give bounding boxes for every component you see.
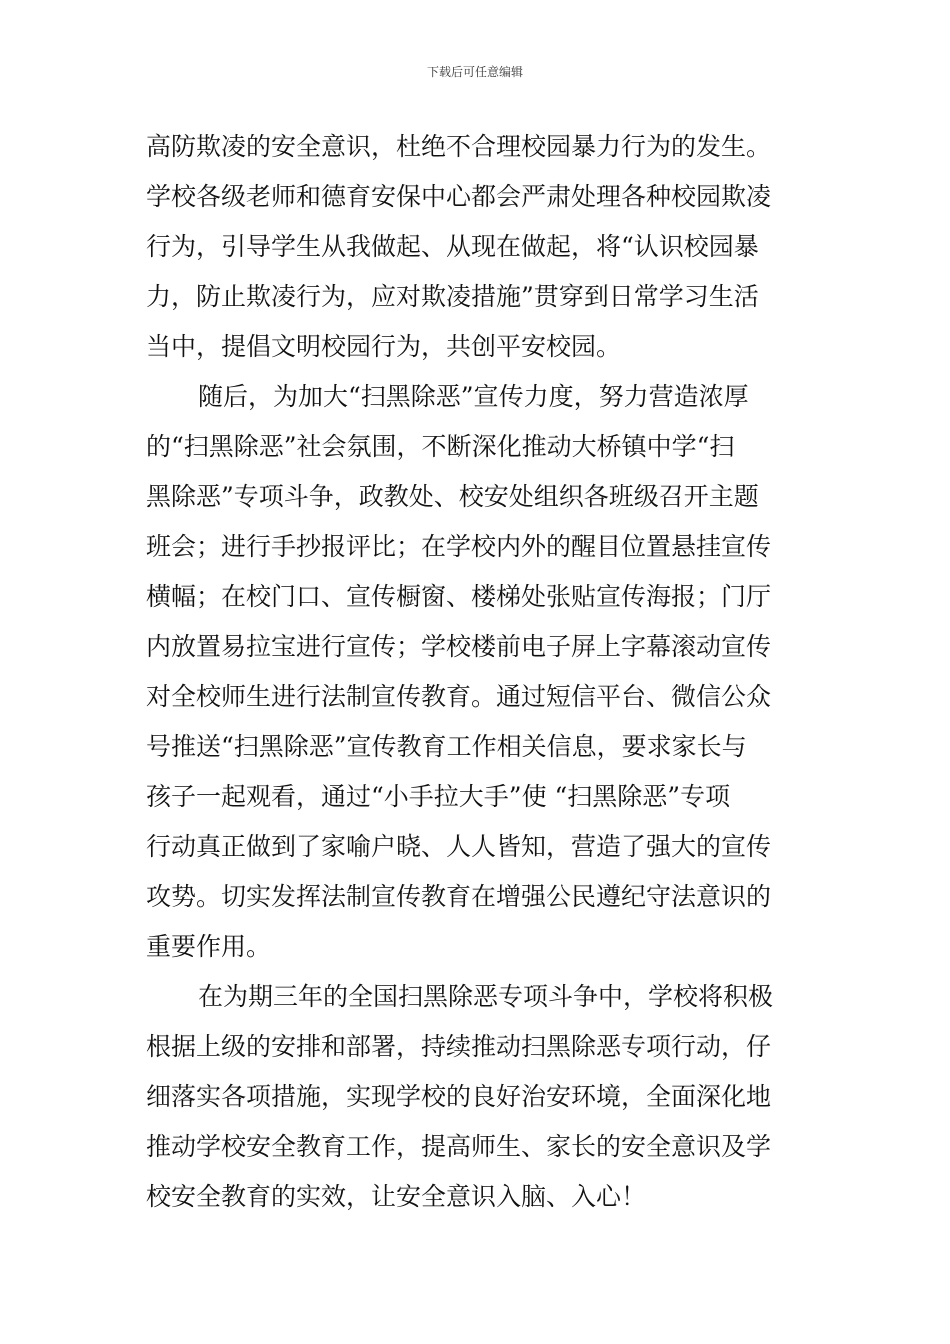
- text-line: 行动真正做到了家喻户晓、人人皆知，营造了强大的宣传: [146, 832, 772, 861]
- text-line: 校安全教育的实效，让安全意识入脑、入心！: [146, 1182, 647, 1211]
- text-line: 推动学校安全教育工作，提高师生、家长的安全意识及学: [146, 1132, 772, 1161]
- text-line: 力，防止欺凌行为，应对欺凌措施”贯穿到日常学习生活: [146, 282, 759, 311]
- text-line: 学校各级老师和德育安保中心都会严肃处理各种校园欺凌: [146, 182, 772, 211]
- page-header-note: 下载后可任意编辑: [426, 65, 523, 79]
- text-line: 重要作用。: [146, 932, 272, 961]
- paragraph-start-line: 在为期三年的全国扫黑除恶专项斗争中，学校将积极: [198, 982, 774, 1011]
- text-line: 黑除恶”专项斗争，政教处、校安处组织各班级召开主题: [146, 482, 759, 511]
- text-line: 内放置易拉宝进行宣传；学校楼前电子屏上字幕滚动宣传: [146, 632, 772, 661]
- text-line: 细落实各项措施，实现学校的良好治安环境，全面深化地: [146, 1082, 772, 1111]
- text-line: 孩子一起观看，通过“小手拉大手”使 “扫黑除恶”专项: [146, 782, 731, 811]
- text-line: 对全校师生进行法制宣传教育。通过短信平台、微信公众: [146, 682, 772, 711]
- document-body: [146, 122, 810, 1222]
- text-line: 根据上级的安排和部署，持续推动扫黑除恶专项行动，仔: [146, 1032, 772, 1061]
- text-line: 横幅；在校门口、宣传橱窗、楼梯处张贴宣传海报；门厅: [146, 582, 772, 611]
- text-line: 高防欺凌的安全意识，杜绝不合理校园暴力行为的发生。: [146, 132, 772, 161]
- paragraph-start-line: 随后，为加大“扫黑除恶”宣传力度，努力营造浓厚: [198, 382, 749, 411]
- text-line: 号推送“扫黑除恶”宣传教育工作相关信息，要求家长与: [146, 732, 747, 761]
- text-line: 班会；进行手抄报评比；在学校内外的醒目位置悬挂宣传: [146, 532, 772, 561]
- text-line: 攻势。切实发挥法制宣传教育在增强公民遵纪守法意识的: [146, 882, 772, 911]
- text-line: 当中，提倡文明校园行为，共创平安校园。: [146, 332, 622, 361]
- text-line: 的“扫黑除恶”社会氛围，不断深化推动大桥镇中学“扫: [146, 432, 735, 461]
- text-line: 行为，引导学生从我做起、从现在做起，将“认识校园暴: [146, 232, 759, 261]
